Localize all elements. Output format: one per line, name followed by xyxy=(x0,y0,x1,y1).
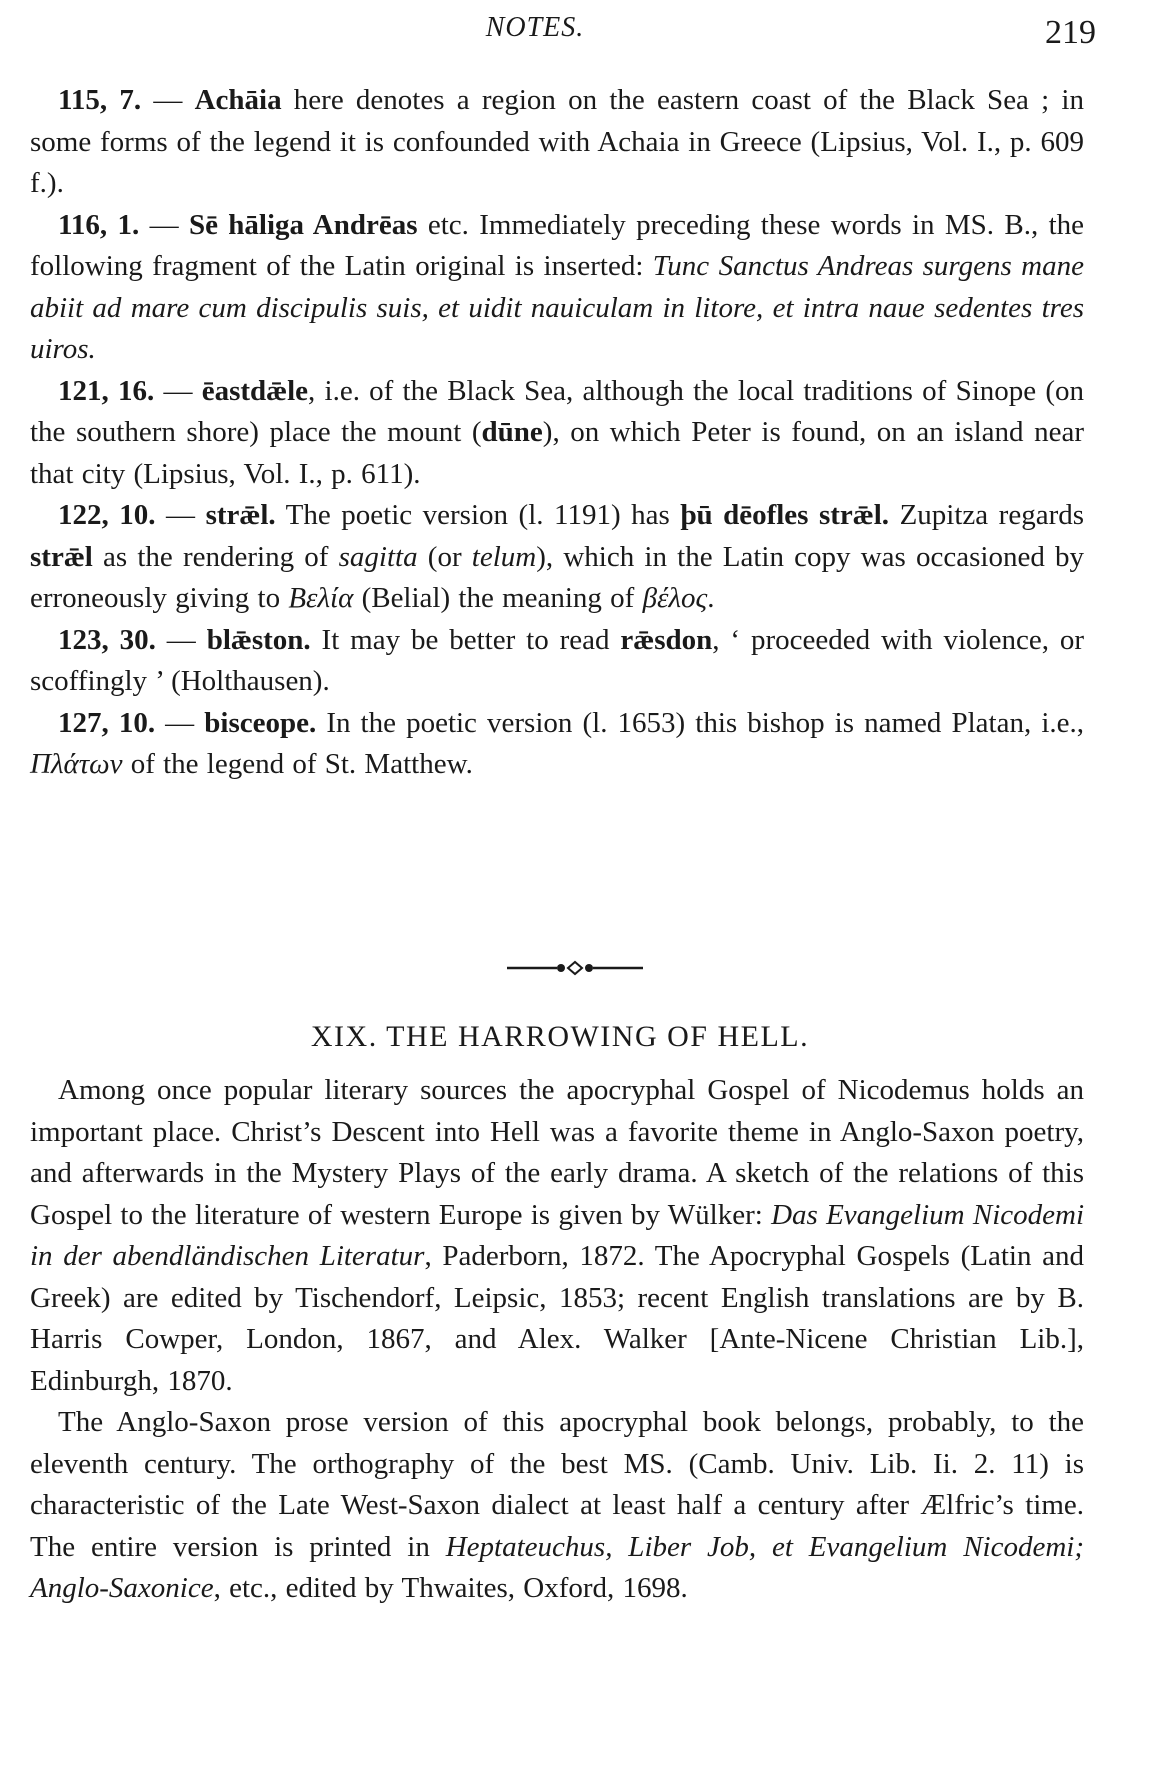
note-headword: ēastdǣle xyxy=(201,374,309,407)
note-italic-word: telum xyxy=(471,540,537,573)
note-dash: — xyxy=(141,84,195,116)
note-121-16 xyxy=(30,371,1084,496)
note-text: ), on which Peter is found, on an island near that city (Lipsius, Vol. I., p. 611). xyxy=(30,416,1084,490)
note-bold-word: dūne xyxy=(481,416,543,448)
note-text: It may be better to read xyxy=(310,623,621,656)
latin-quotation: Tunc Sanctus Andreas surgens mane abiit ad mare cum discipulis suis, et uidit nauiculam in litore, et intra naue sedentes tres uiros. xyxy=(30,250,1084,365)
note-bold-word: strǣl xyxy=(30,540,93,573)
paragraph-1 xyxy=(30,1070,1084,1402)
note-text: here denotes a region on the eastern coast of the Black Sea ; in some forms of the legend it is confounded with Achaia in Greece (Lipsius, Vol. I., p. 609 f.). xyxy=(30,84,1084,199)
note-headword: blǣston. xyxy=(206,623,311,656)
note-headword: strǣl. xyxy=(205,499,276,531)
note-text: , i.e. of the Black Sea, although the local traditions of Sinope (on the southern shore) place the mount ( xyxy=(30,374,1085,448)
note-text: Zupitza regards xyxy=(889,499,1085,531)
note-text: of the legend of St. Matthew. xyxy=(122,748,473,780)
section-body xyxy=(30,1070,1084,1610)
note-116-1 xyxy=(30,205,1084,371)
note-122-10 xyxy=(30,495,1084,620)
greek-word: Βελία xyxy=(288,582,354,614)
book-title: Das Evangelium Nicodemi in der abendländischen Literatur xyxy=(30,1198,1084,1272)
note-dash: — xyxy=(139,208,189,241)
running-title: NOTES. xyxy=(485,12,585,43)
note-text: (Belial) the meaning of xyxy=(353,582,643,614)
note-dash: — xyxy=(155,623,207,656)
note-ref: 115, 7. xyxy=(58,84,142,116)
note-headword: Sē hāliga Andrēas xyxy=(188,208,418,241)
paragraph-text: , etc., edited by Thwaites, Oxford, 1698. xyxy=(213,1572,688,1604)
book-title: Heptateuchus, Liber Job, et Evangelium Nicodemi; Anglo-Saxonice xyxy=(30,1530,1084,1604)
page-number: 219 xyxy=(1045,14,1096,51)
note-text: . xyxy=(707,582,715,614)
note-115-7 xyxy=(30,80,1084,205)
note-text: , ‘ proceeded with violence, or scoffingly ’ (Holthausen). xyxy=(30,623,1085,697)
note-text: (or xyxy=(417,540,472,573)
note-headword: bisceope. xyxy=(204,706,317,739)
note-text: In the poetic version (l. 1653) this bishop is named Platan, i.e., xyxy=(316,706,1084,739)
note-bold-word: rǣsdon xyxy=(620,623,713,656)
note-ref: 116, 1. xyxy=(58,208,140,241)
note-text: The poetic version (l. 1191) has xyxy=(275,499,681,531)
note-123-30 xyxy=(30,620,1084,703)
note-ref: 127, 10. xyxy=(58,706,156,739)
note-127-10 xyxy=(30,703,1084,786)
note-text: as the rendering of xyxy=(92,540,339,573)
greek-word: βέλος xyxy=(642,582,708,614)
paragraph-text: Among once popular literary sources the apocryphal Gospel of Nicodemus holds an important place. Christ’s Descent into Hell was a favorite theme in Anglo-Saxon poetry, and afterwards in the Mystery Plays of the early drama. A sketch of the relations of this Gospel to the literature of western Europe is given by Wülker: xyxy=(30,1074,1084,1231)
paragraph-text: The Anglo-Saxon prose version of this apocryphal book belongs, probably, to the eleventh century. The orthography of the best MS. (Camb. Univ. Lib. Ii. 2. 11) is characteristic of the Late West-Saxon dialect at least half a century after Ælfric’s time. The entire version is printed in xyxy=(30,1406,1084,1563)
note-headword: Achāia xyxy=(194,84,282,116)
note-text: etc. Immediately preceding these words in MS. B., the following fragment of the Latin original is inserted: xyxy=(30,208,1084,282)
note-text: ), which in the Latin copy was occasioned by erroneously giving to xyxy=(30,540,1084,614)
note-dash: — xyxy=(154,374,202,407)
running-head xyxy=(30,12,1096,52)
note-ref: 123, 30. xyxy=(58,623,156,656)
paragraph-2 xyxy=(30,1402,1084,1610)
section-title: XIX. THE HARROWING OF HELL. xyxy=(310,1020,810,1053)
note-dash: — xyxy=(155,499,206,531)
notes-section xyxy=(30,80,1084,786)
note-ref: 122, 10. xyxy=(58,499,156,531)
note-ref: 121, 16. xyxy=(58,374,155,407)
note-bold-phrase: þū dēofles strǣl. xyxy=(680,499,890,531)
paragraph-text: , Paderborn, 1872. The Apocryphal Gospels (Latin and Greek) are edited by Tischendorf, Leipsic, 1853; recent English translations are by B. Harris Cowper, London, 1867, and Alex. Walker [Ante-Nicene Christian Lib.], Edinburgh, 1870. xyxy=(30,1240,1084,1397)
note-dash: — xyxy=(155,706,205,739)
divider-ornament-icon xyxy=(505,958,645,978)
note-italic-word: sagitta xyxy=(338,540,418,573)
greek-word: Πλάτων xyxy=(30,748,123,780)
